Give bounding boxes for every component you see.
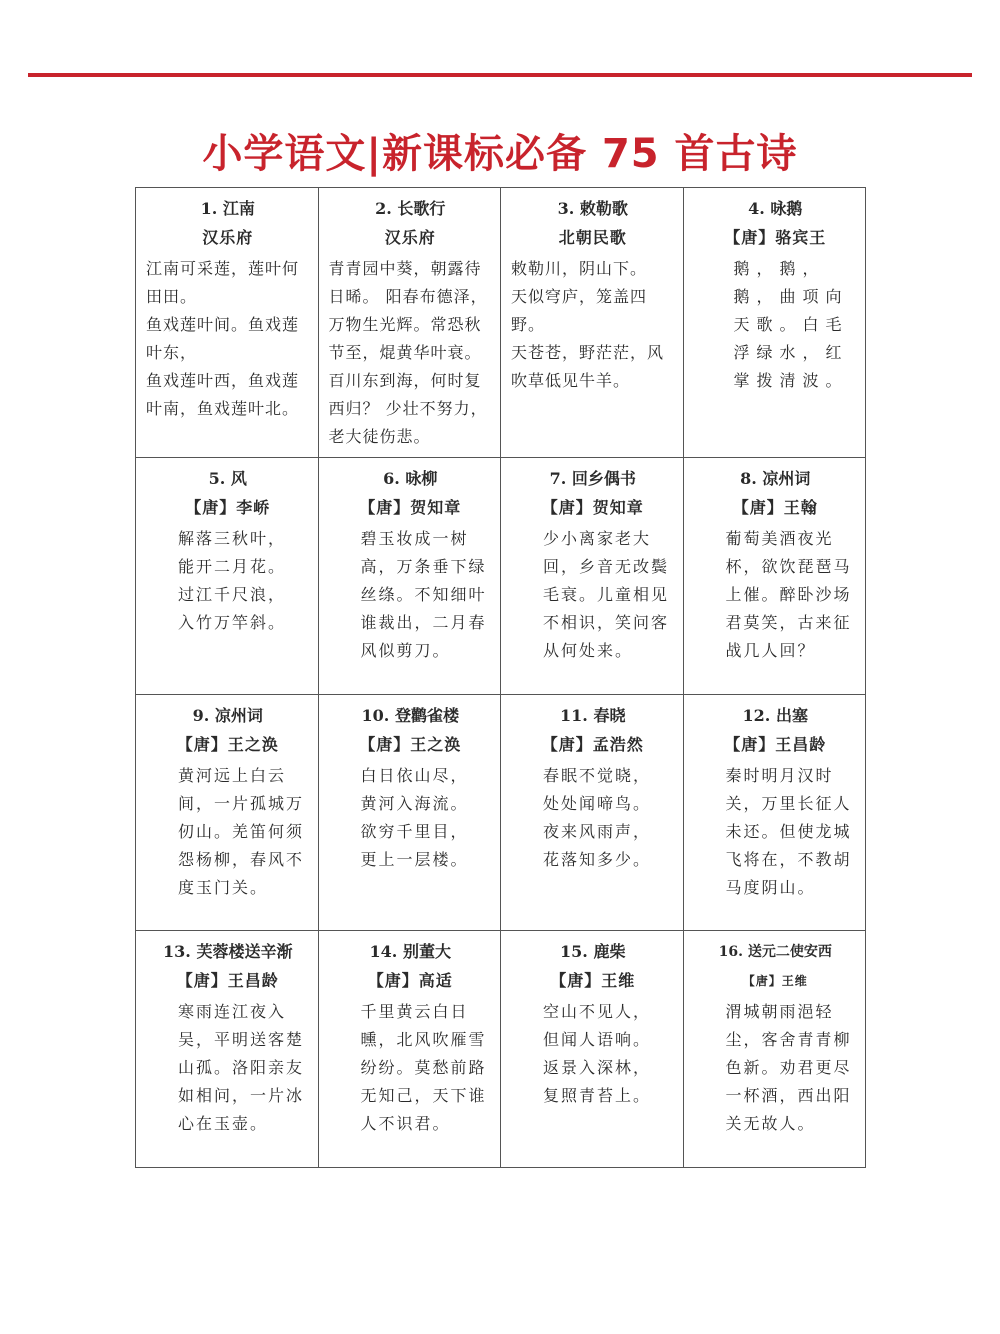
poem-text: 敕勒川，阴山下。 天似穹庐，笼盖四野。 天苍苍，野茫茫，风吹草低见牛羊。 (511, 259, 665, 390)
poem-author: 【唐】王昌龄 (176, 971, 279, 991)
poem-title: 2. 长歌行 (375, 199, 446, 218)
poem-cell-12 (684, 695, 867, 932)
poem-cell-4 (684, 188, 867, 458)
poem-text: 千里黄云白日曛，北风吹雁雪纷纷。莫愁前路无知己，天下谁人不识君。 (360, 1002, 487, 1134)
poem-author: 【唐】王之涣 (359, 734, 462, 754)
poem-text: 江南可采莲，莲叶何田田。 鱼戏莲叶间。鱼戏莲叶东， 鱼戏莲叶西，鱼戏莲叶南，鱼戏莲叶北。 (146, 259, 300, 418)
poem-cell-3 (501, 188, 684, 458)
poem-text: 春眠不觉晓， 处处闻啼鸟。 夜来风雨声， 花落知多少。 (543, 765, 652, 869)
poem-title: 7. 回乡偶书 (549, 469, 636, 488)
poem-text: 黄河远上白云间，一片孤城万仞山。羌笛何须怨杨柳，春风不度玉门关。 (178, 765, 305, 897)
poem-text: 空山不见人， 但闻人语响。 返景入深林， 复照青苔上。 (543, 1002, 652, 1106)
poem-author: 【唐】王维 (742, 974, 808, 989)
poem-text: 白日依山尽， 黄河入海流。 欲穷千里目， 更上一层楼。 (360, 765, 469, 869)
poem-cell-8 (684, 458, 867, 695)
poem-title: 14. 别董大 (369, 942, 451, 962)
poem-text: 解落三秋叶， 能开二月花。 过江千尺浪， 入竹万竿斜。 (178, 529, 287, 632)
poem-text: 碧玉妆成一树高，万条垂下绿丝绦。不知细叶谁裁出，二月春风似剪刀。 (360, 529, 487, 660)
poem-cell-7 (501, 458, 684, 695)
poem-text: 少小离家老大回，乡音无改鬓毛衰。儿童相见不相识，笑问客从何处来。 (543, 529, 670, 660)
poem-author: 【唐】王维 (550, 971, 636, 991)
poem-title: 6. 咏柳 (383, 469, 438, 488)
poem-author: 【唐】王昌龄 (724, 734, 827, 754)
poem-title: 10. 登鹳雀楼 (361, 705, 459, 725)
poem-title: 8. 凉州词 (740, 469, 811, 488)
poem-title: 4. 咏鹅 (748, 199, 803, 218)
poem-text: 鹅，鹅，鹅，曲项向天歌。白毛浮绿水，红掌拨清波。 (733, 259, 849, 390)
poem-author: 【唐】王之涣 (176, 734, 279, 754)
poem-text: 寒雨连江夜入吴，平明送客楚山孤。洛阳亲友如相问，一片冰心在玉壶。 (178, 1002, 305, 1134)
poem-author: 【唐】李峤 (185, 498, 271, 517)
poem-author: 【唐】高适 (367, 971, 453, 991)
top-divider-line (28, 73, 972, 77)
poem-title: 1. 江南 (200, 199, 255, 218)
poem-text: 葡萄美酒夜光杯，欲饮琵琶马上催。醉卧沙场君莫笑，古来征战几人回？ (725, 529, 852, 660)
poem-cell-13 (136, 931, 319, 1168)
poem-author: 【唐】王翰 (732, 498, 818, 517)
poem-title: 5. 风 (208, 469, 247, 488)
poem-cell-11 (501, 695, 684, 932)
poem-author: 北朝民歌 (558, 228, 627, 247)
poem-author: 【唐】孟浩然 (541, 734, 644, 754)
poem-cell-2 (319, 188, 502, 458)
poem-cell-10 (319, 695, 502, 932)
poem-cell-9 (136, 695, 319, 932)
poem-title: 16. 送元二使安西 (718, 944, 832, 961)
poem-title: 13. 芙蓉楼送辛渐 (163, 942, 293, 962)
poem-title: 11. 春晓 (560, 705, 626, 725)
poem-cell-6 (319, 458, 502, 695)
poem-table (135, 187, 866, 1168)
poem-author: 汉乐府 (202, 228, 254, 247)
poem-author: 汉乐府 (384, 228, 436, 247)
poem-cell-5 (136, 458, 319, 695)
poem-author: 【唐】贺知章 (359, 498, 462, 517)
poem-author: 【唐】贺知章 (541, 498, 644, 517)
poem-cell-16 (684, 931, 867, 1168)
poem-text: 渭城朝雨浥轻尘，客舍青青柳色新。劝君更尽一杯酒，西出阳关无故人。 (725, 1002, 852, 1134)
poem-text: 青青园中葵，朝露待日晞。 阳春布德泽，万物生光辉。常恐秋节至，焜黄华叶衰。百川东到海，何时复西归？ 少壮不努力，老大徒伤悲。 (328, 259, 488, 446)
poem-cell-14 (319, 931, 502, 1168)
poem-title: 3. 敕勒歌 (557, 199, 628, 218)
page-title: 小学语文|新课标必备 75 首古诗 (202, 131, 798, 177)
poem-text: 秦时明月汉时关，万里长征人未还。但使龙城飞将在，不教胡马度阴山。 (725, 765, 852, 897)
poem-cell-15 (501, 931, 684, 1168)
poem-title: 9. 凉州词 (192, 705, 263, 725)
poem-title: 12. 出塞 (742, 705, 808, 725)
poem-author: 【唐】骆宾王 (724, 228, 827, 247)
poem-title: 15. 鹿柴 (560, 942, 626, 962)
poem-cell-1 (136, 188, 319, 458)
